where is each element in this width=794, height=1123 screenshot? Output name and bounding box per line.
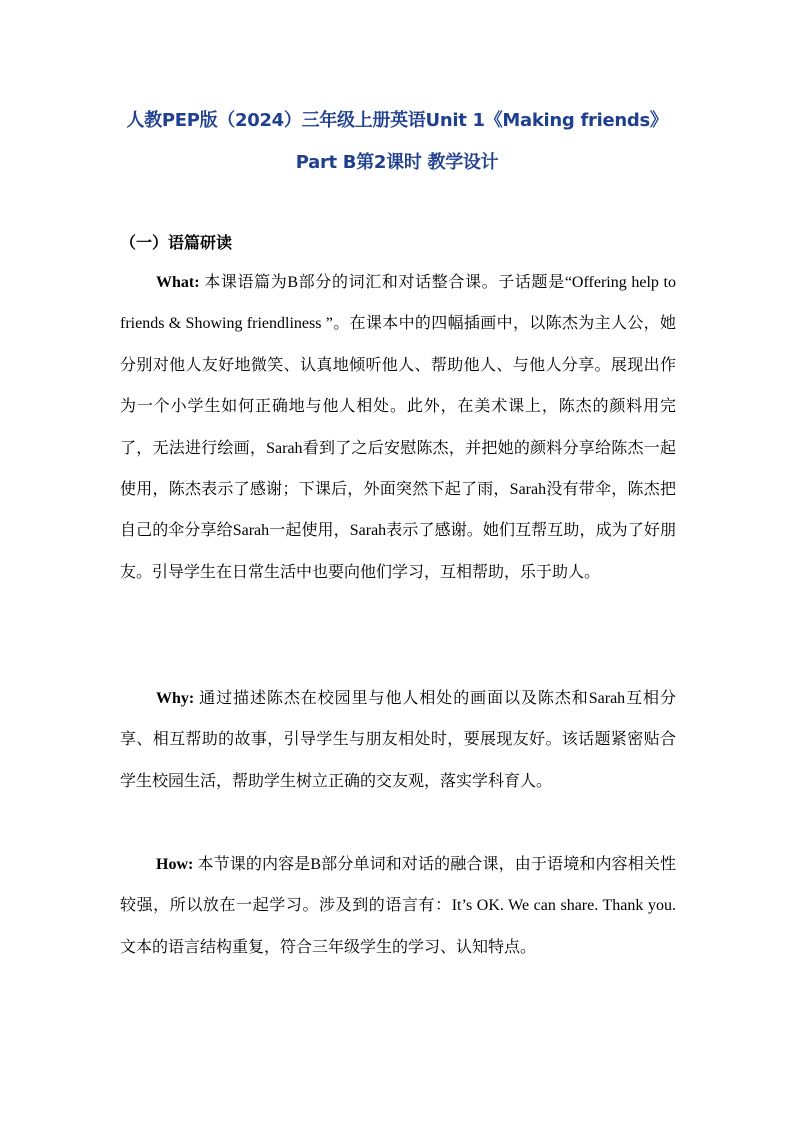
paragraph-what [120, 262, 676, 593]
paragraph-why-label: Why: [156, 690, 195, 707]
section-heading: （一）语篇研读 [120, 233, 233, 252]
paragraph-how-text: 本节课的内容是B部分单词和对话的融合课，由于语境和内容相关性较强，所以放在一起学习。涉及到的语言有：It’s OK. We can share. Thank you.文本的语言结构重复，符合三年级学生的学习、认知特点。 [120, 856, 676, 956]
paragraph-how [120, 844, 676, 968]
paragraph-how-label: How: [156, 856, 194, 873]
document-title-line-1: 人教PEP版（2024）三年级上册英语Unit 1《Making friends》 [126, 110, 668, 131]
paragraph-why [120, 678, 676, 802]
paragraph-what-label: What: [156, 274, 200, 291]
document-title-line-2: Part B第2课时 教学设计 [295, 152, 499, 173]
paragraph-why-text: 通过描述陈杰在校园里与他人相处的画面以及陈杰和Sarah互相分享、相互帮助的故事，引导学生与朋友相处时，要展现友好。该话题紧密贴合学生校园生活，帮助学生树立正确的交友观，落实学科育人。 [120, 690, 676, 790]
paragraph-what-text: 本课语篇为B部分的词汇和对话整合课。子话题是“Offering help to friends & Showing friendliness ”。在课本中的四幅插画中，以陈杰为主人公，她分别对他人友好地微笑、认真地倾听他人、帮助他人、与他人分享。展现出作为一个小学生如何正确地与他人相处。此外，在美术课上，陈杰的颜料用完了，无法进行绘画，Sarah看到了之后安慰陈杰，并把她的颜料分享给陈杰一起使用，陈杰表示了感谢；下课后，外面突然下起了雨，Sarah没有带伞，陈杰把自己的伞分享给Sarah一起使用，Sarah表示了感谢。她们互帮互助，成为了好朋友。引导学生在日常生活中也要向他们学习，互相帮助，乐于助人。 [120, 274, 676, 581]
